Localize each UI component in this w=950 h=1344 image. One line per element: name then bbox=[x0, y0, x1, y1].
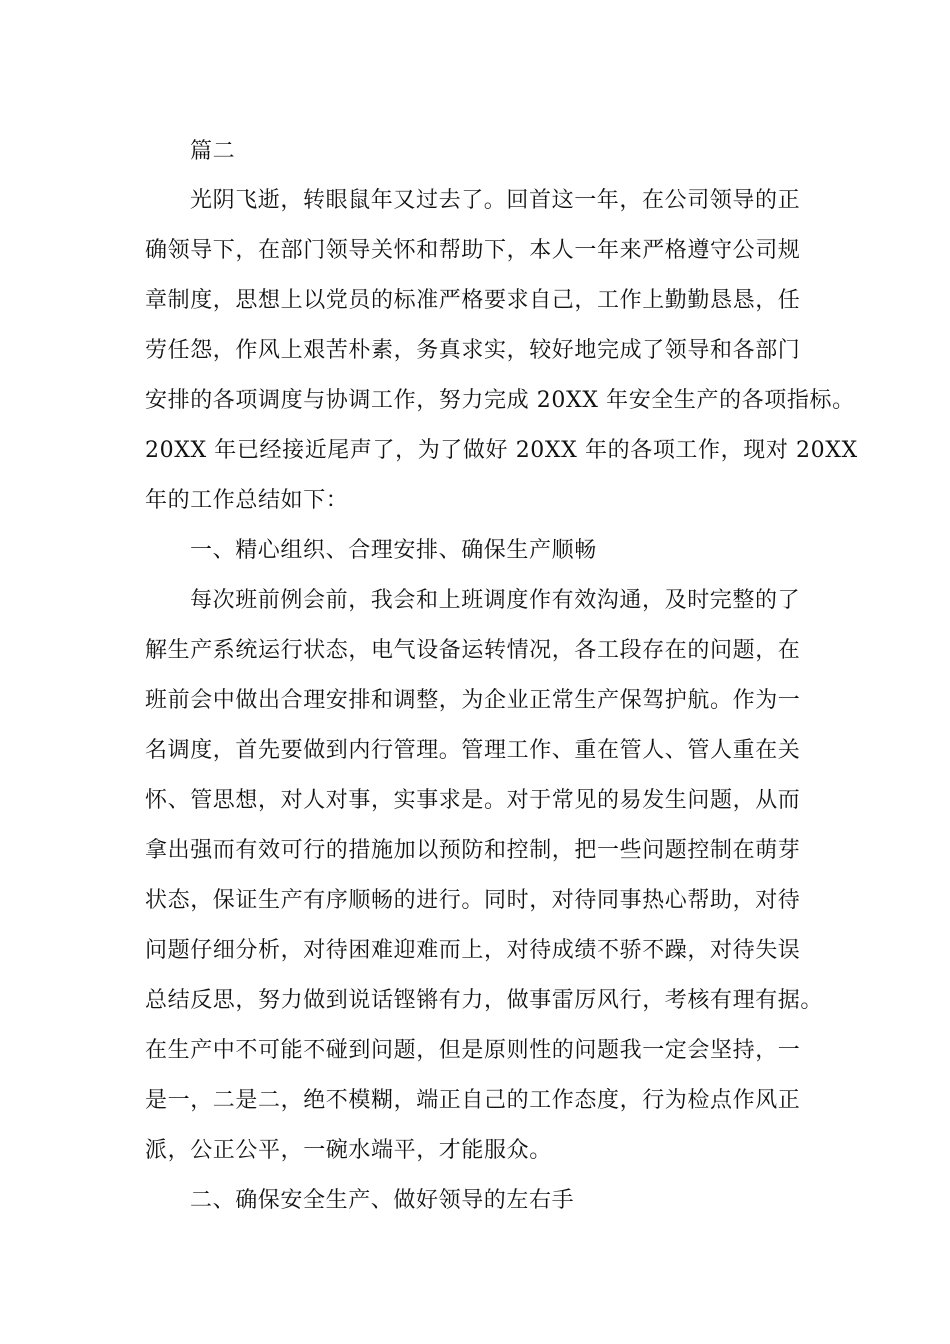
paragraph-line: 每次班前例会前，我会和上班调度作有效沟通，及时完整的了 bbox=[190, 588, 801, 613]
paragraph-line: 怀、管思想，对人对事，实事求是。对于常见的易发生问题，从而 bbox=[145, 788, 801, 813]
paragraph-line: 章制度，思想上以党员的标准严格要求自己，工作上勤勤恳恳，任 bbox=[145, 288, 801, 313]
paragraph-line: 解生产系统运行状态，电气设备运转情况，各工段存在的问题，在 bbox=[145, 638, 801, 663]
paragraph-line: 拿出强而有效可行的措施加以预防和控制，把一些问题控制在萌芽 bbox=[145, 838, 801, 863]
paragraph-line: 确领导下，在部门领导关怀和帮助下，本人一年来严格遵守公司规 bbox=[145, 238, 801, 263]
paragraph-line: 状态，保证生产有序顺畅的进行。同时，对待同事热心帮助，对待 bbox=[145, 888, 801, 913]
paragraph-line: 班前会中做出合理安排和调整，为企业正常生产保驾护航。作为一 bbox=[145, 688, 801, 713]
paragraph-line: 光阴飞逝，转眼鼠年又过去了。回首这一年，在公司领导的正 bbox=[190, 188, 801, 213]
section-title: 篇二 bbox=[190, 139, 236, 164]
paragraph-line: 年的工作总结如下： bbox=[145, 488, 349, 513]
section-heading: 一、精心组织、合理安排、确保生产顺畅 bbox=[190, 538, 597, 563]
paragraph-line: 安排的各项调度与协调工作，努力完成 20XX 年安全生产的各项指标。 bbox=[145, 388, 855, 413]
section-heading: 二、确保安全生产、做好领导的左右手 bbox=[190, 1188, 575, 1213]
paragraph-line: 派，公正公平，一碗水端平，才能服众。 bbox=[145, 1138, 552, 1163]
paragraph-line: 总结反思，努力做到说话铿锵有力，做事雷厉风行，考核有理有据。 bbox=[145, 988, 824, 1013]
paragraph-line: 问题仔细分析，对待困难迎难而上，对待成绩不骄不躁，对待失误 bbox=[145, 938, 801, 963]
paragraph-line: 在生产中不可能不碰到问题，但是原则性的问题我一定会坚持，一 bbox=[145, 1038, 801, 1063]
paragraph-line: 名调度，首先要做到内行管理。管理工作、重在管人、管人重在关 bbox=[145, 738, 801, 763]
paragraph-line: 20XX 年已经接近尾声了，为了做好 20XX 年的各项工作，现对 20XX bbox=[145, 438, 858, 463]
paragraph-line: 是一，二是二，绝不模糊，端正自己的工作态度，行为检点作风正 bbox=[145, 1088, 801, 1113]
paragraph-line: 劳任怨，作风上艰苦朴素，务真求实，较好地完成了领导和各部门 bbox=[145, 338, 801, 363]
